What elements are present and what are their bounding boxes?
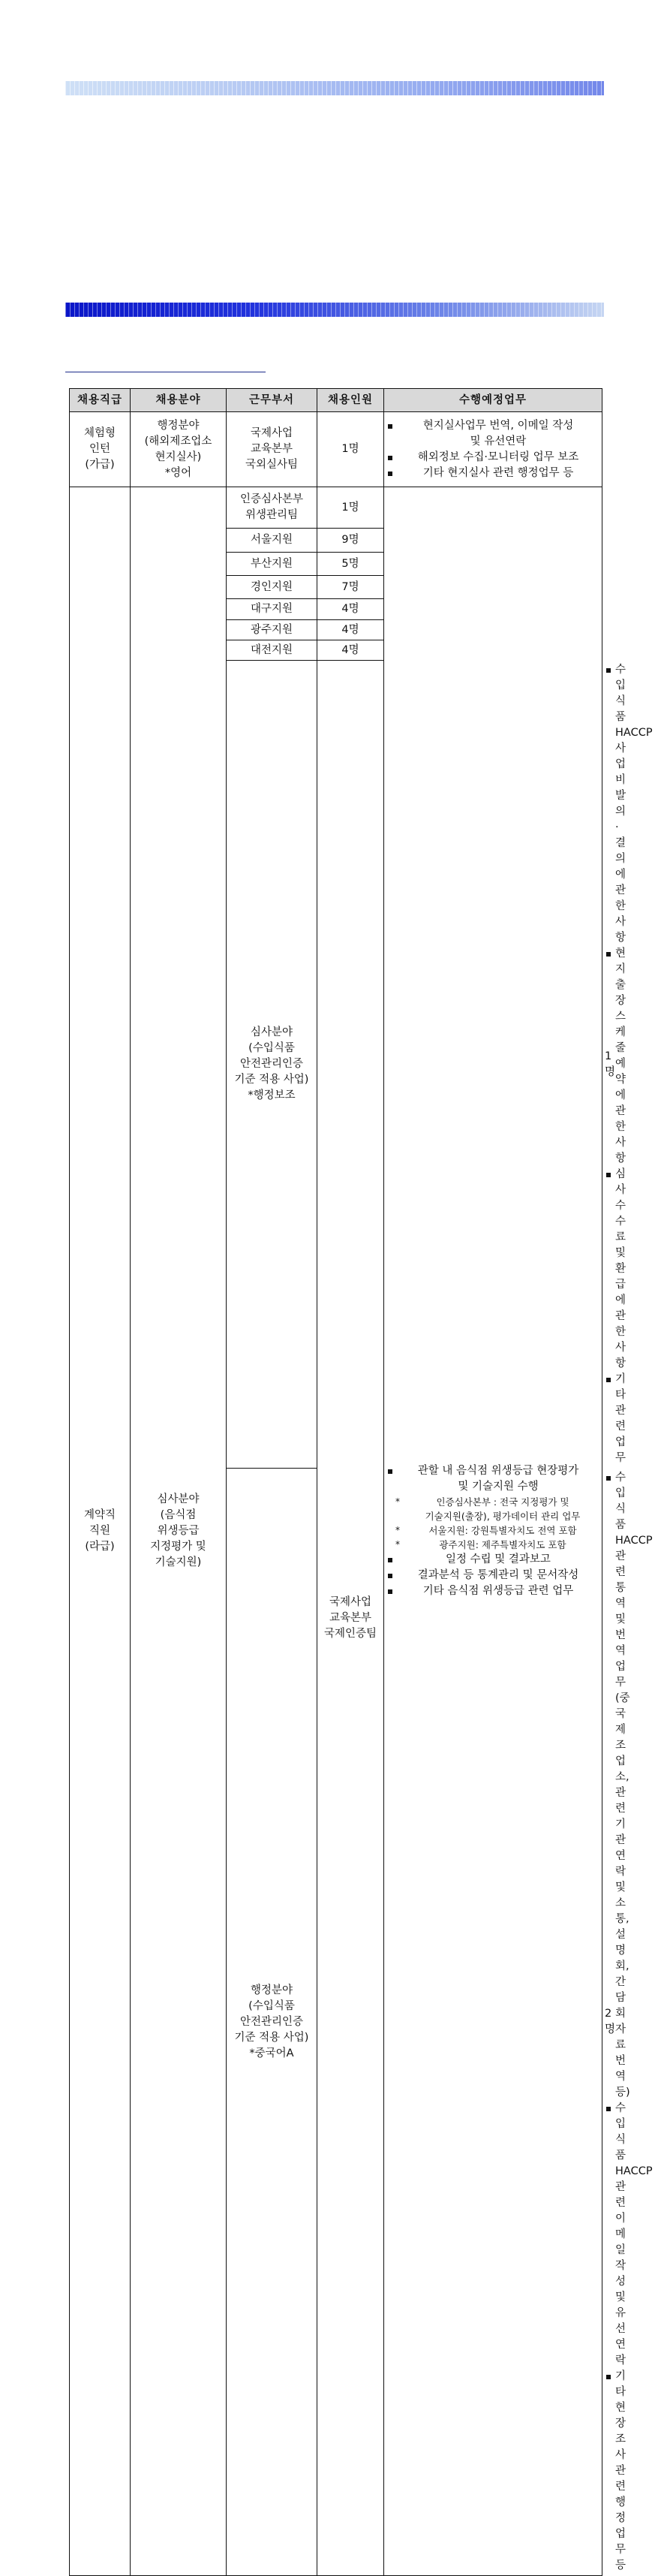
duty-note — [386, 1538, 599, 1552]
intern-field — [131, 412, 227, 487]
duty-line: 일정 수립 및 결과보고 — [446, 1553, 551, 1565]
duty-line: 기타 현지실사 관련 행정업무 등 — [422, 466, 574, 479]
haccp-admin-field-line: *중국어A — [249, 2047, 294, 2059]
section-header-band-2 — [65, 303, 604, 317]
duty-line: * 광주지원: 제주특별자치도 포함 — [439, 1539, 566, 1550]
duty-item: 기타 관련 업무 — [605, 1372, 615, 1466]
intern-rank-line: (가급) — [85, 459, 115, 471]
header-duties: 수행예정업무 — [384, 389, 602, 412]
haccp-audit-field-line: 심사분야 — [250, 1026, 293, 1038]
haccp-dept-line: 국제사업 — [329, 1595, 372, 1608]
duty-item — [386, 1568, 599, 1583]
audit-count: 1명 — [317, 487, 384, 529]
duty-line: 기술지원(출장), 평가데이터 관리 업무 — [425, 1511, 581, 1522]
duty-item — [386, 418, 599, 450]
contract-rank-line: 직원 — [89, 1525, 110, 1537]
audit-dept: 광주지원 — [227, 620, 317, 640]
haccp-admin-field-line: 안전관리인증 — [239, 2015, 304, 2028]
table-row: 심사분야 (수입식품 안전관리인증 기준 적용 사업) *행정보조 국제사업 교육본부 국제인증팀 1명 수입식품 HACCP 사업비 발의·결의에 관한 사항 현지 출장 스케줄 예약에 관한 사항 심사 수수료 및 환급에 관한 사항 기타 관련 업무 — [70, 661, 602, 1469]
table-row: 행정분야 (수입식품 안전관리인증 기준 적용 사업) *중국어A 2명 수입식품 HACCP 관련 통역 및 번역 업무 (중국 제조업소, 관련기관 연락 및 소통, 설명회, 간담회 자료 번역 등) 수입식품 HACCP 관련 이메일 작성 및 유선 연락 기타 현장조사 관련 행정업무 등 — [70, 1469, 602, 2576]
audit-dept: 부산지원 — [227, 553, 317, 576]
audit-dept: 대구지원 — [227, 599, 317, 620]
audit-dept: 서울지원 — [227, 529, 317, 553]
haccp-admin-field-line: 기준 적용 사업) — [234, 2031, 309, 2044]
duty-line: 관할 내 음식점 위생등급 현장평가 — [417, 1465, 579, 1477]
recruitment-table — [69, 388, 653, 2576]
intern-dept-line: 국외실사팀 — [245, 459, 299, 471]
duty-note — [386, 1495, 599, 1523]
haccp-audit-field — [227, 661, 317, 1469]
intern-duties — [384, 412, 602, 487]
audit-dept-line: 인증심사본부 — [239, 493, 304, 505]
duty-item — [386, 450, 599, 465]
haccp-audit-field-line: 기준 적용 사업) — [234, 1074, 309, 1086]
intern-rank-line: 인턴 — [89, 443, 110, 455]
intern-rank — [70, 412, 131, 487]
duty-line: 현지실사업무 번역, 이메일 작성 — [422, 419, 574, 432]
audit-count: 5명 — [317, 553, 384, 576]
duty-item — [386, 1552, 599, 1568]
audit-dept: 경인지원 — [227, 576, 317, 599]
header-field: 채용분야 — [131, 389, 227, 412]
duty-line: 및 기술지원 수행 — [458, 1481, 539, 1493]
duty-item: 수입식품 HACCP 관련 이메일 작성 및 유선 연락 — [605, 2101, 615, 2369]
contract-rank-line: (라급) — [85, 1541, 115, 1553]
haccp-dept-line: 국제인증팀 — [323, 1627, 377, 1640]
duty-item — [386, 465, 599, 481]
header-dept: 근무부서 — [227, 389, 317, 412]
audit-field — [131, 487, 227, 2576]
section-header-band-1 — [65, 81, 604, 95]
duty-line: 기타 음식점 위생등급 관련 업무 — [422, 1585, 574, 1597]
audit-count: 7명 — [317, 576, 384, 599]
duty-note — [386, 1523, 599, 1538]
audit-count: 4명 — [317, 599, 384, 620]
duty-line: 및 유선연락 — [470, 435, 527, 447]
haccp-admin-field — [227, 1469, 317, 2576]
intern-field-line: *영어 — [164, 466, 192, 479]
duty-line: * 서울지원: 강원특별자치도 전역 포함 — [428, 1525, 577, 1536]
intern-field-line: (해외제조업소 — [144, 435, 212, 447]
duty-item: 수입식품 HACCP 관련 통역 및 번역 업무 (중국 제조업소, 관련기관 연락 및 소통, 설명회, 간담회 자료 번역 등) — [605, 1470, 615, 2101]
haccp-admin-field-line: 행정분야 — [250, 1984, 293, 1996]
audit-dept: 대전지원 — [227, 640, 317, 661]
header-rank: 채용직급 — [70, 389, 131, 412]
duty-line: * 인증심사본부 : 전국 지정평가 및 — [436, 1496, 569, 1508]
intern-field-line: 행정분야 — [157, 419, 200, 432]
header-count: 채용인원 — [317, 389, 384, 412]
haccp-audit-field-line: (수입식품 — [248, 1042, 295, 1054]
duty-line: 해외정보 수집·모니터링 업무 보조 — [417, 450, 579, 463]
audit-field-line: 기술지원) — [155, 1556, 202, 1568]
duty-line: 결과분석 등 통계관리 및 문서작성 — [417, 1569, 579, 1581]
contract-rank-line: 계약직 — [83, 1509, 116, 1521]
duty-item — [386, 1583, 599, 1599]
duty-item — [386, 1463, 599, 1495]
intern-count: 1명 — [317, 412, 384, 487]
contract-rank — [70, 487, 131, 2576]
table-row — [70, 487, 602, 529]
intern-dept — [227, 412, 317, 487]
audit-field-line: 심사분야 — [157, 1493, 200, 1505]
audit-count: 4명 — [317, 640, 384, 661]
intern-field-line: 현지실사) — [155, 450, 202, 463]
intern-dept-line: 국제사업 — [250, 427, 293, 439]
audit-field-line: (음식점 — [160, 1509, 197, 1521]
haccp-audit-field-line: *행정보조 — [248, 1089, 296, 1101]
audit-field-line: 지정평가 및 — [150, 1541, 206, 1553]
table-row — [70, 412, 602, 487]
audit-duties — [384, 487, 602, 2576]
duty-item: 심사 수수료 및 환급에 관한 사항 — [605, 1167, 615, 1372]
audit-count: 4명 — [317, 620, 384, 640]
duty-item: 현지 출장 스케줄 예약에 관한 사항 — [605, 946, 615, 1167]
table-header-row — [70, 389, 602, 412]
intern-dept-line: 교육본부 — [250, 443, 293, 455]
audit-count: 9명 — [317, 529, 384, 553]
duty-item: 기타 현장조사 관련 행정업무 등 — [605, 2369, 615, 2574]
haccp-dept-line: 교육본부 — [329, 1611, 372, 1624]
audit-dept-line: 위생관리팀 — [245, 509, 299, 521]
haccp-audit-field-line: 안전관리인증 — [239, 1058, 304, 1070]
duty-item: 수입식품 HACCP 사업비 발의·결의에 관한 사항 — [605, 662, 615, 946]
haccp-dept — [317, 661, 384, 2576]
intern-rank-line: 체험형 — [83, 427, 116, 439]
audit-field-line: 위생등급 — [157, 1525, 200, 1537]
audit-dept — [227, 487, 317, 529]
haccp-admin-field-line: (수입식품 — [248, 1999, 295, 2012]
